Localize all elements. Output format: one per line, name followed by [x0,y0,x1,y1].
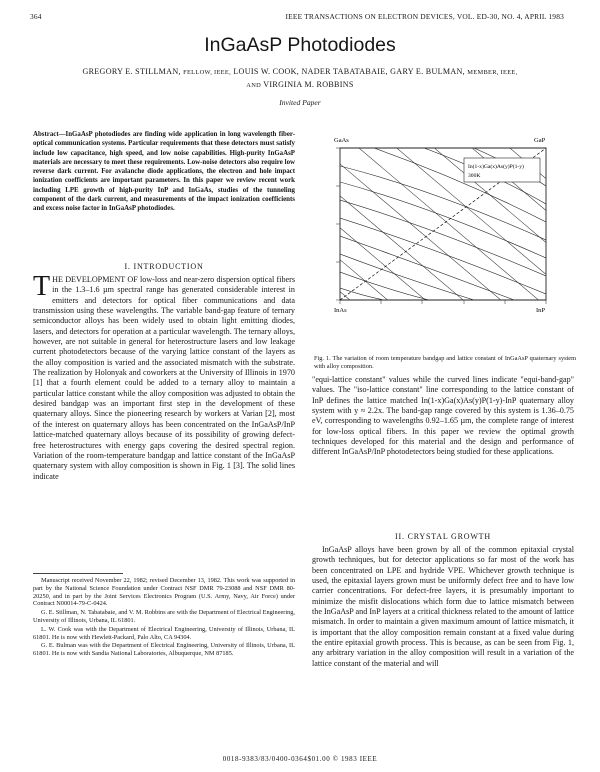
legend-text: In(1-x)Ga(x)As(y)P(1-y) [468,164,524,170]
section-1-body [33,271,295,482]
section-1-heading: I. INTRODUCTION [124,262,204,271]
author-membership-2: MEMBER, IEEE, [467,69,518,76]
corner-label-inas: InAs [334,307,347,314]
footnote-affiliation-3: G. E. Bulman was with the Department of Electrical Engineering, University of Illinois, Urbana, IL 61801. He is now with Sandia National Laboratories, Albuquerque, NM 87185. [33,642,295,658]
corner-label-gaas: GaAs [334,137,349,144]
author-line-1b: LOUIS W. COOK, NADER TABATABAIE, GARY E. BULMAN, [233,67,465,76]
footnote-affiliation-1: G. E. Stillman, N. Tabatabaie, and V. M. Robbins are with the Department of Electrical Engineering, University of Illinois, Urbana, IL 61801. [33,609,295,624]
footnotes [33,577,295,659]
copyright-footer: 0018-9383/83/0400-0364$01.00 © 1983 IEEE [222,755,378,763]
legend-temp: 300K [468,173,481,179]
author-line-2: VIRGINIA M. ROBBINS [263,79,354,89]
section-2-text: InGaAsP alloys have been grown by all of the common epitaxial crystal growth techniques, but for detector applications so far most of the work has been concentrated on LPE and hydride VPE. Whichever growth technique is used, the epitaxial layers grown must be uniformly defect free and to have low carrier concentrations. For defect-free layers, it is presumably important to minimize the misfit dislocations which form due to lattice mismatch between the InGaAsP and InP layers at a critical thickness related to the amount of lattice mismatch. In order to maintain a given maximum amount of lattice mismatch, it is important that the alloy composition remain constant at a fixed value during the entire epitaxial growth process. This is because, as can be seen from Fig. 1, any arbitrary variation in the alloy composition will result in a variation of the lattice constant of the material and will [312,545,574,668]
drop-cap: T [33,271,51,302]
corner-label-inp: InP [536,307,546,314]
author-membership-1: FELLOW, IEEE, [183,69,231,76]
journal-header: IEEE TRANSACTIONS ON ELECTRON DEVICES, VOL. ED-30, NO. 4, APRIL 1983 [285,12,564,21]
figure-1 [314,130,578,356]
author-line-1: GREGORY E. STILLMAN, [82,67,181,76]
footnote-manuscript: Manuscript received November 22, 1982; revised December 13, 1982. This work was supported in part by the National Science Foundation under Contract NSF DMR 79-23088 and NSF DMR 80-20250, and in part by the Joint Services Electronics Program (U.S. Army, Navy, Air Force) under Contract N00014-79-C-0424. [33,577,295,608]
author-list [40,66,560,91]
invited-paper-label: Invited Paper [279,98,321,107]
section-2-heading: II. CRYSTAL GROWTH [395,532,491,541]
right-column-text: "equi-lattice constant" values while the curved lines indicate "equi-band-gap" values. The "iso-lattice constant" line corresponding to the lattice constant of InP defines the lattice matched In(1-x)Ga(x)As(y)P(1-y)-InP quaternary alloy system with y ≈ 2.2x. The band-gap range covered by this system is 1.36–0.75 eV, corresponding to wavelengths 0.92–1.65 µm, the complete range of interest for low-loss optical fibers. In this paper we review the optimal growth techniques developed for this material and the design and performance of different InGaAsP/InP photodetectors being studied for these applications. [312,375,574,457]
section-2-body [312,545,574,669]
page-number: 364 [30,12,42,21]
footnote-rule [33,573,123,574]
corner-label-gap: GaP [534,137,546,144]
abstract: Abstract—InGaAsP photodiodes are finding wide application in long wavelength fiber-optical communication systems. Particular requirements that these detectors must satisfy include low capacitance, high speed, and low noise capabilities. High-purity InGaAsP materials are necessary to meet these requirements. Low-noise detectors also require low reverse dark current. For avalanche diode applications, the electron and hole impact ionization coefficients are important parameters. In this paper we review recent work including LPE growth of high-purity InP and InGaAs, studies of the tunneling component of the dark current, and measurements of the impact ionization coefficients and excess noise factor in InGaAsP photodiodes. [33,131,295,213]
paper-title: InGaAsP Photodiodes [204,34,396,56]
author-and: AND [246,81,262,89]
footnote-affiliation-2: L. W. Cook was with the Department of Electrical Engineering, University of Illinois, Urbana, IL 61801. He is now with Hewlett-Packard, Palo Alto, CA 94304. [33,625,295,641]
figure-caption: Fig. 1. The variation of room temperature bandgap and lattice constant of InGaAsP quaternary system with alloy composition. [314,355,576,370]
section-1-text: HE DEVELOPMENT OF low-loss and near-zero dispersion optical fibers in the 1.3–1.6 µm spectral range has generated considerable interest in emitters and detectors for optical fiber communications and data transmission using these wavelengths. The variable band-gap feature of ternary semiconductor alloys has been widely used to obtain light emitting diodes, lasers, and detectors for operation at a particular wavelength. The ternary alloys, however, are not suitable in general for heterostructure lasers and low leakage current photodetectors because of the varying lattice constant of the layers as the alloy composition is varied and the associated mismatch with the substrate. The realization by Holonyak and coworkers at the University of Illinois in 1970 [1] that a fourth element could be added to a ternary alloy to maintain a particular lattice constant while the alloy composition was adjusted to obtain the desired bandgap was an important first step in the development of these quaternary alloys. Since the pioneering research by workers at Varian [2], most of the interest on quaternary alloys has been concentrated on the InGaAsP/InP lattice-matched quaternary alloys because of its possibility of growing defect-free heterostructures with energy gaps covering the desired spectral region. Variation of the room-temperature bandgap and lattice constant of the InGaAsP quaternary system with alloy composition is shown in Fig. 1 [3]. The solid lines indicate [33,275,295,481]
